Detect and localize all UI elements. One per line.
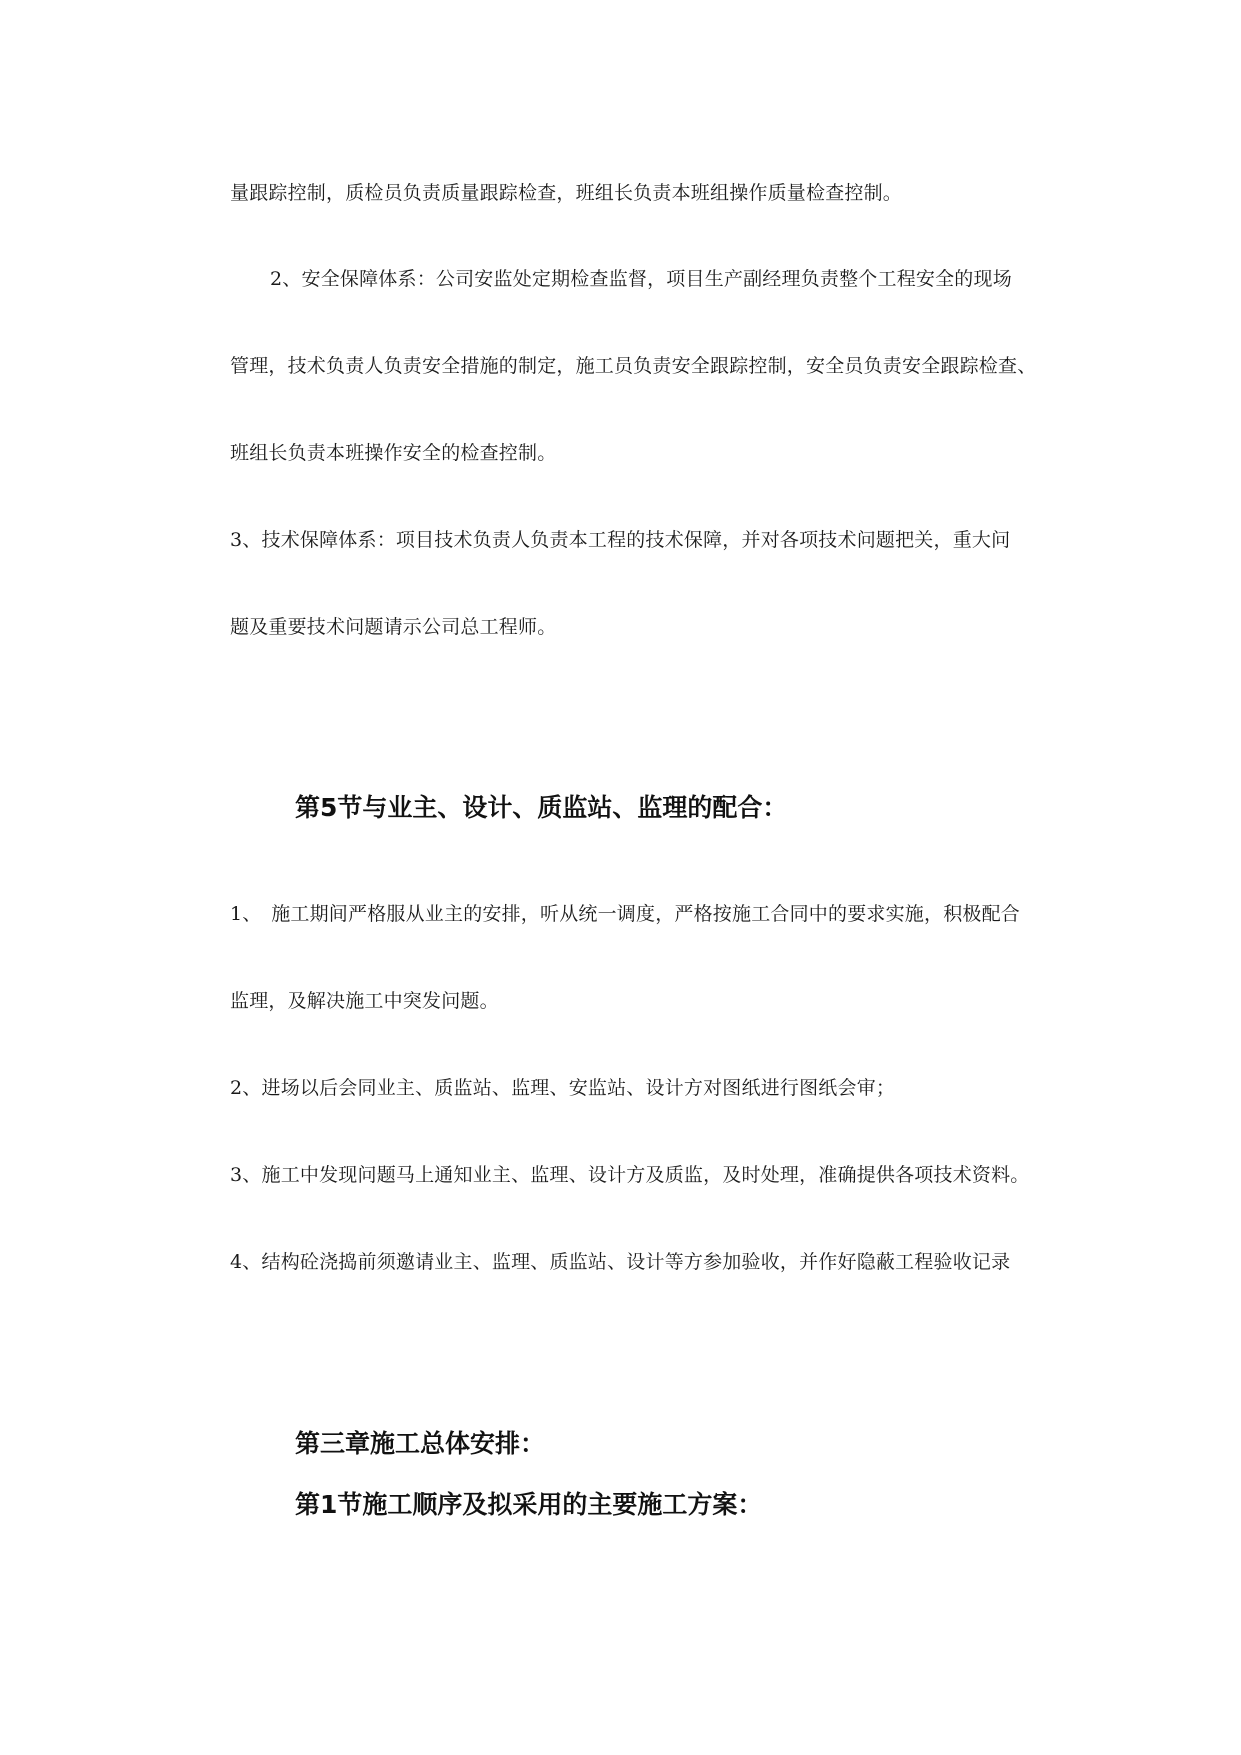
chapter-3-heading: 第三章施工总体安排： — [295, 1429, 546, 1458]
paragraph-quality-line-1: 量跟踪控制，质检员负责质量跟踪检查，班组长负责本班组操作质量检查控制。 — [230, 182, 903, 204]
paragraph-safety-line-1: 2、安全保障体系：公司安监处定期检查监督，项目生产副经理负责整个工程安全的现场 — [270, 268, 1012, 290]
paragraph-safety-line-3: 班组长负责本班操作安全的检查控制。 — [230, 442, 557, 464]
section-5-item-1-line-1: 1、 施工期间严格服从业主的安排，听从统一调度，严格按施工合同中的要求实施，积极配合 — [230, 903, 1020, 925]
paragraph-technical-line-2: 题及重要技术问题请示公司总工程师。 — [230, 616, 557, 638]
paragraph-safety-line-2: 管理，技术负责人负责安全措施的制定，施工员负责安全跟踪控制，安全员负责安全跟踪检查、 — [230, 355, 1037, 377]
section-5-item-3: 3、施工中发现问题马上通知业主、监理、设计方及质监，及时处理，准确提供各项技术资料。 — [230, 1164, 1030, 1186]
section-5-item-2: 2、进场以后会同业主、质监站、监理、安监站、设计方对图纸进行图纸会审； — [230, 1077, 896, 1099]
section-5-item-1-line-2: 监理，及解决施工中突发问题。 — [230, 990, 499, 1012]
section-5-heading: 第5节与业主、设计、质监站、监理的配合： — [295, 793, 788, 822]
section-5-item-4: 4、结构砼浇捣前须邀请业主、监理、质监站、设计等方参加验收，并作好隐蔽工程验收记录 — [230, 1251, 1011, 1273]
paragraph-technical-line-1: 3、技术保障体系：项目技术负责人负责本工程的技术保障，并对各项技术问题把关，重大问 — [230, 529, 1011, 551]
chapter-3-section-1-heading: 第1节施工顺序及拟采用的主要施工方案： — [295, 1490, 763, 1519]
